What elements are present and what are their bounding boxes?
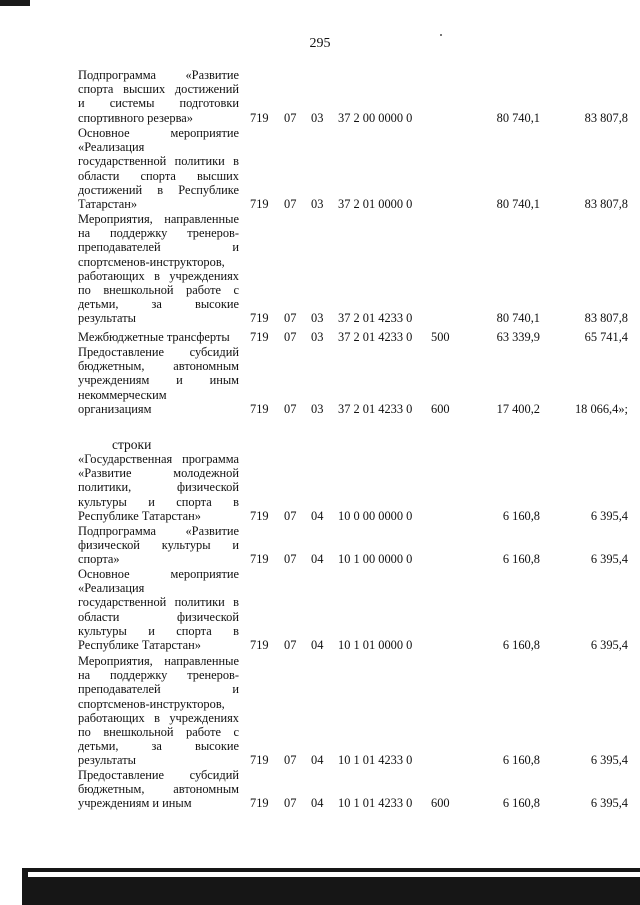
expense-type-code: 500 bbox=[431, 330, 450, 344]
section-code: 07 bbox=[284, 552, 297, 567]
section-code: 07 bbox=[284, 311, 297, 326]
description-line: государственной политики в bbox=[78, 154, 239, 169]
amount-year-1: 6 160,8 bbox=[502, 796, 540, 811]
subsection-code: 04 bbox=[311, 552, 324, 567]
description-line: Подпрограмма «Развитие bbox=[78, 524, 239, 538]
amount-year-1: 6 160,8 bbox=[502, 552, 540, 567]
description-line: Предоставление субсидий bbox=[78, 345, 239, 359]
subsection-code: 04 bbox=[311, 796, 324, 811]
description-line: работающих в учреждениях bbox=[78, 268, 239, 283]
amount-year-2: 83 807,8 bbox=[584, 311, 628, 326]
expense-type-code: 600 bbox=[431, 401, 450, 416]
subsection-code: 03 bbox=[311, 311, 324, 326]
amount-year-1: 6 160,8 bbox=[502, 508, 540, 523]
description-line: «Реализация bbox=[78, 581, 145, 596]
amount-year-2: 6 395,4 bbox=[590, 638, 628, 652]
description-line: по внешкольной работе с bbox=[78, 725, 239, 740]
description-line: бюджетным, автономным bbox=[78, 359, 239, 374]
subsection-code: 03 bbox=[311, 401, 324, 416]
amount-year-1: 80 740,1 bbox=[496, 110, 540, 125]
description-line: Мероприятия, направленные bbox=[78, 212, 239, 226]
description-line: «Государственная программа bbox=[78, 452, 239, 466]
ministry-code: 719 bbox=[250, 330, 269, 344]
description-line: Основное мероприятие bbox=[78, 567, 239, 581]
amount-year-2: 83 807,8 bbox=[584, 197, 628, 211]
subsection-code: 04 bbox=[311, 753, 324, 768]
row-description bbox=[78, 330, 239, 344]
description-line: бюджетным, автономным bbox=[78, 782, 239, 797]
section-code: 07 bbox=[284, 638, 297, 652]
description-line: достижений в Республике bbox=[78, 182, 239, 197]
description-line: преподавателей и bbox=[78, 240, 239, 255]
target-article-code: 10 1 00 0000 0 bbox=[338, 552, 413, 567]
description-line: Мероприятия, направленные bbox=[78, 654, 239, 668]
amount-year-2: 6 395,4 bbox=[590, 796, 628, 811]
subsection-code: 03 bbox=[311, 110, 324, 125]
description-line: физической культуры и bbox=[78, 538, 239, 553]
description-line: Предоставление субсидий bbox=[78, 768, 239, 782]
scan-bottom-frame bbox=[22, 868, 640, 905]
description-line: культуры и спорта в bbox=[78, 623, 239, 638]
subsection-code: 03 bbox=[311, 197, 324, 211]
row-description bbox=[78, 654, 239, 768]
description-line: учреждениям и иным bbox=[78, 373, 239, 388]
page-number: 295 bbox=[309, 36, 331, 51]
description-line: Межбюджетные трансферты bbox=[78, 330, 230, 344]
row-description bbox=[78, 768, 239, 811]
amount-year-1: 63 339,9 bbox=[496, 330, 540, 344]
description-line: на поддержку тренеров- bbox=[78, 226, 239, 241]
target-article-code: 10 1 01 4233 0 bbox=[338, 796, 413, 811]
expense-type-code: 600 bbox=[431, 796, 450, 811]
target-article-code: 37 2 00 0000 0 bbox=[338, 110, 413, 125]
description-line: спортсменов-инструкторов, bbox=[78, 696, 225, 711]
target-article-code: 10 1 01 4233 0 bbox=[338, 753, 413, 768]
ministry-code: 719 bbox=[250, 796, 269, 811]
ministry-code: 719 bbox=[250, 638, 269, 652]
description-line: политики, физической bbox=[78, 480, 239, 495]
description-line: культуры и спорта в bbox=[78, 494, 239, 509]
row-description bbox=[78, 68, 239, 125]
description-line: государственной политики в bbox=[78, 595, 239, 610]
section-code: 07 bbox=[284, 401, 297, 416]
ministry-code: 719 bbox=[250, 552, 269, 567]
description-line: детьми, за высокие bbox=[78, 297, 239, 312]
amount-year-2: 6 395,4 bbox=[590, 753, 628, 768]
target-article-code: 10 1 01 0000 0 bbox=[338, 638, 413, 652]
ministry-code: 719 bbox=[250, 508, 269, 523]
target-article-code: 37 2 01 4233 0 bbox=[338, 311, 413, 326]
section-code: 07 bbox=[284, 753, 297, 768]
subsection-code: 03 bbox=[311, 330, 324, 344]
description-line: «Развитие молодежной bbox=[78, 466, 239, 481]
subsection-code: 04 bbox=[311, 638, 324, 652]
target-article-code: 10 0 00 0000 0 bbox=[338, 508, 413, 523]
row-description bbox=[78, 524, 239, 567]
description-line: Республике Татарстан» bbox=[78, 508, 201, 523]
row-description bbox=[78, 126, 239, 211]
row-description bbox=[78, 212, 239, 326]
description-line: области спорта высших bbox=[78, 168, 239, 183]
description-line: «Реализация bbox=[78, 140, 145, 155]
amount-year-1: 17 400,2 bbox=[496, 401, 540, 416]
section-code: 07 bbox=[284, 796, 297, 811]
amount-year-2: 6 395,4 bbox=[590, 508, 628, 523]
amount-year-2: 6 395,4 bbox=[590, 552, 628, 567]
description-line: организациям bbox=[78, 401, 152, 416]
description-line: работающих в учреждениях bbox=[78, 710, 239, 725]
section-code: 07 bbox=[284, 508, 297, 523]
description-line: Подпрограмма «Развитие bbox=[78, 68, 239, 82]
ministry-code: 719 bbox=[250, 110, 269, 125]
description-line: спорта высших достижений bbox=[78, 82, 239, 97]
target-article-code: 37 2 01 4233 0 bbox=[338, 330, 413, 344]
description-line: спорта» bbox=[78, 552, 120, 567]
target-article-code: 37 2 01 4233 0 bbox=[338, 401, 413, 416]
ministry-code: 719 bbox=[250, 311, 269, 326]
description-line: Татарстан» bbox=[78, 197, 138, 212]
amount-year-2: 65 741,4 bbox=[584, 330, 628, 344]
section-code: 07 bbox=[284, 197, 297, 211]
target-article-code: 37 2 01 0000 0 bbox=[338, 197, 413, 211]
ministry-code: 719 bbox=[250, 197, 269, 211]
description-line: Основное мероприятие bbox=[78, 126, 239, 140]
subsection-code: 04 bbox=[311, 508, 324, 523]
section-code: 07 bbox=[284, 110, 297, 125]
description-line: спортивного резерва» bbox=[78, 110, 193, 125]
amount-year-1: 80 740,1 bbox=[496, 311, 540, 326]
amount-year-1: 80 740,1 bbox=[496, 197, 540, 211]
description-line: и системы подготовки bbox=[78, 96, 239, 111]
description-line: результаты bbox=[78, 753, 136, 768]
description-line: по внешкольной работе с bbox=[78, 283, 239, 298]
description-line: учреждениям и иным bbox=[78, 796, 192, 811]
description-line: результаты bbox=[78, 311, 136, 326]
row-description bbox=[78, 567, 239, 652]
description-line: некоммерческим bbox=[78, 387, 167, 402]
row-description bbox=[78, 452, 239, 523]
description-line: преподавателей и bbox=[78, 682, 239, 697]
amount-year-1: 6 160,8 bbox=[502, 753, 540, 768]
amount-year-1: 6 160,8 bbox=[502, 638, 540, 652]
description-line: спортсменов-инструкторов, bbox=[78, 254, 225, 269]
description-line: детьми, за высокие bbox=[78, 739, 239, 754]
description-line: на поддержку тренеров- bbox=[78, 668, 239, 683]
description-line: Республике Татарстан» bbox=[78, 638, 201, 653]
section-label: строки bbox=[112, 437, 152, 452]
amount-year-2: 83 807,8 bbox=[584, 110, 628, 125]
amount-year-2: 18 066,4»; bbox=[574, 401, 628, 416]
section-code: 07 bbox=[284, 330, 297, 344]
row-description bbox=[78, 345, 239, 416]
description-line: области физической bbox=[78, 609, 239, 624]
ministry-code: 719 bbox=[250, 401, 269, 416]
ministry-code: 719 bbox=[250, 753, 269, 768]
